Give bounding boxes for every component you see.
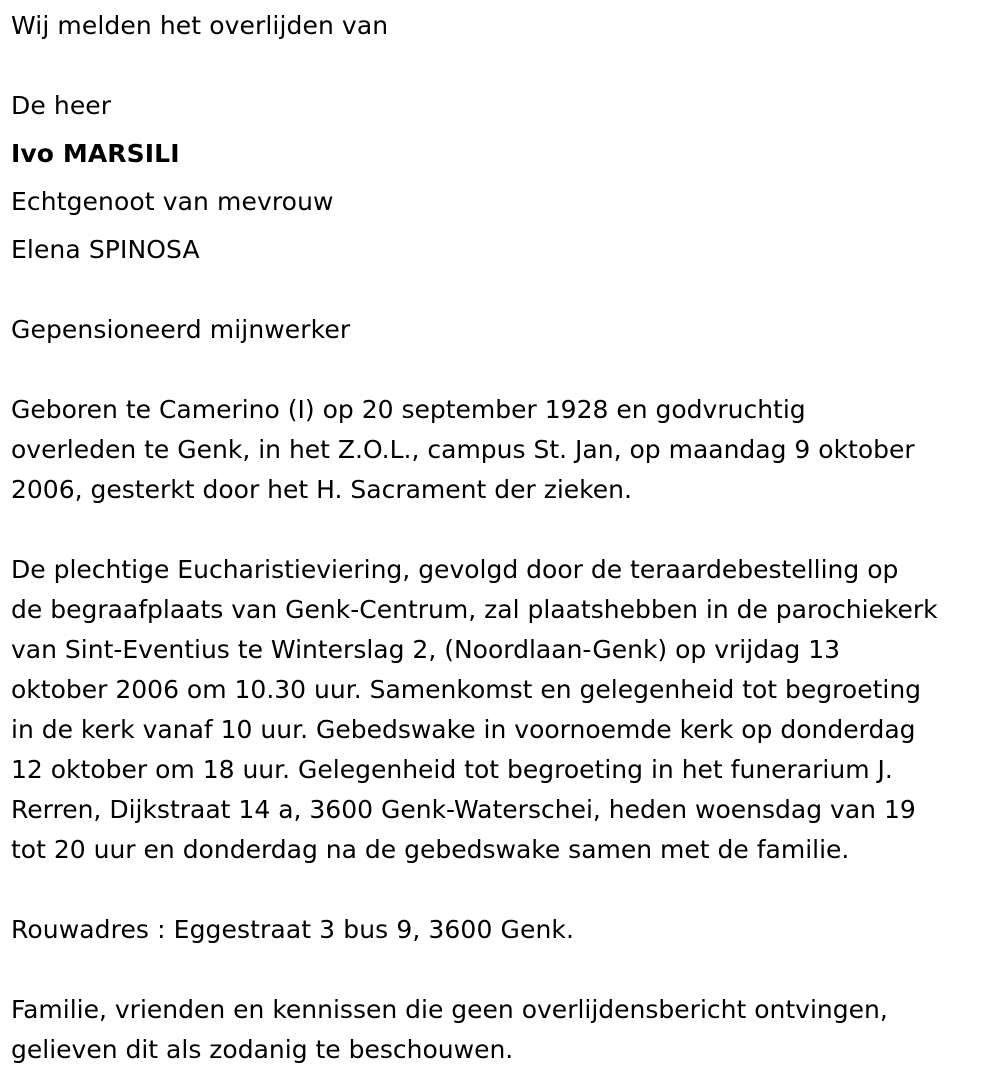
- paragraph-line: in de kerk vanaf 10 uur. Gebedswake in voornoemde kerk op donderdag: [11, 715, 916, 744]
- mourning-address: Rouwadres : Eggestraat 3 bus 9, 3600 Genk.: [11, 915, 575, 944]
- intro-text: Wij melden het overlijden van: [11, 11, 389, 40]
- paragraph-line: Geboren te Camerino (I) op 20 september 1928 en godvruchtig: [11, 395, 806, 424]
- paragraph-line: gelieven dit als zodanig te beschouwen.: [11, 1035, 514, 1064]
- closing-paragraph: [11, 990, 888, 1070]
- spouse-relation: Echtgenoot van mevrouw: [11, 187, 334, 216]
- ceremony-paragraph: [11, 550, 938, 870]
- deceased-name: Ivo MARSILI: [11, 139, 180, 168]
- spouse-name: Elena SPINOSA: [11, 235, 200, 264]
- title-prefix: De heer: [11, 91, 112, 120]
- paragraph-line: Rerren, Dijkstraat 14 a, 3600 Genk-Waterschei, heden woensdag van 19: [11, 795, 916, 824]
- paragraph-line: van Sint-Eventius te Winterslag 2, (Noordlaan-Genk) op vrijdag 13: [11, 635, 841, 664]
- paragraph-line: De plechtige Eucharistieviering, gevolgd door de teraardebestelling op: [11, 555, 899, 584]
- paragraph-line: Familie, vrienden en kennissen die geen overlijdensbericht ontvingen,: [11, 995, 888, 1024]
- paragraph-line: oktober 2006 om 10.30 uur. Samenkomst en gelegenheid tot begroeting: [11, 675, 922, 704]
- occupation: Gepensioneerd mijnwerker: [11, 315, 351, 344]
- paragraph-line: tot 20 uur en donderdag na de gebedswake samen met de familie.: [11, 835, 850, 864]
- birth-death-paragraph: [11, 390, 915, 510]
- paragraph-line: de begraafplaats van Genk-Centrum, zal plaatshebben in de parochiekerk: [11, 595, 938, 624]
- paragraph-line: overleden te Genk, in het Z.O.L., campus St. Jan, op maandag 9 oktober: [11, 435, 915, 464]
- paragraph-line: 12 oktober om 18 uur. Gelegenheid tot begroeting in het funerarium J.: [11, 755, 893, 784]
- paragraph-line: 2006, gesterkt door het H. Sacrament der zieken.: [11, 475, 632, 504]
